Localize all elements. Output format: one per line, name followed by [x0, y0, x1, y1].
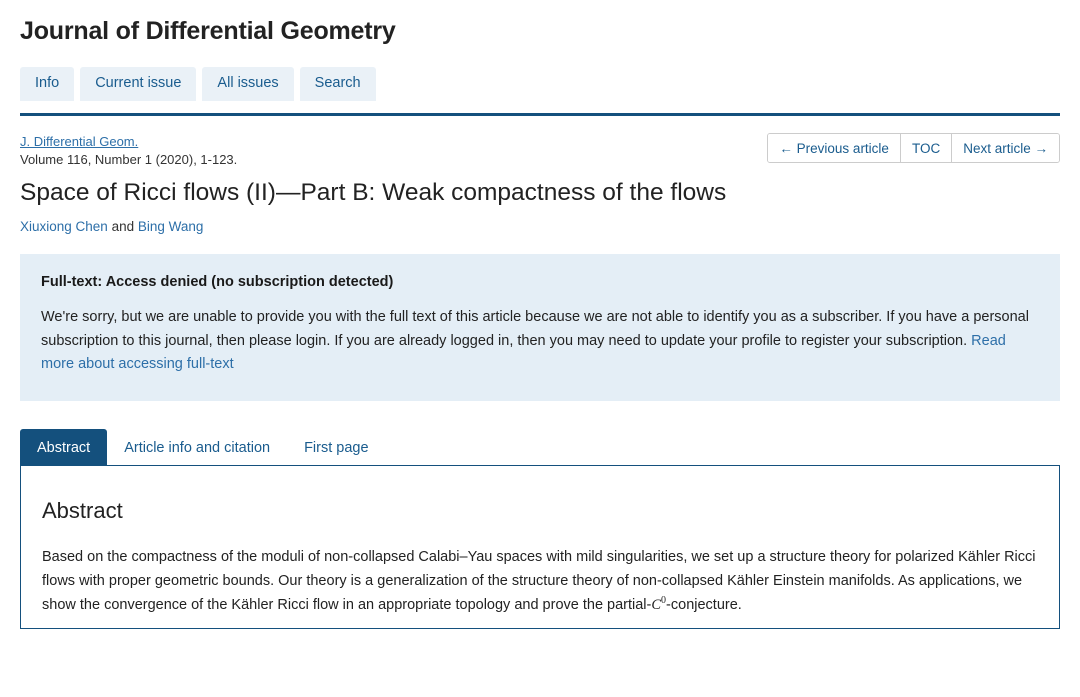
tab-first-page[interactable]: First page — [304, 439, 369, 456]
previous-article-button[interactable]: ← Previous article — [768, 134, 900, 162]
volume-line: Volume 116, Number 1 (2020), 1-123. — [20, 151, 238, 167]
access-denied-notice — [20, 254, 1060, 400]
next-article-button[interactable]: Next article → — [951, 134, 1059, 162]
nav-item-current-issue[interactable]: Current issue — [80, 67, 196, 101]
notice-heading: Full-text: Access denied (no subscription detected) — [41, 274, 394, 291]
content-tabs — [20, 428, 1060, 466]
toc-button[interactable]: TOC — [900, 134, 951, 162]
read-more-link[interactable]: Read more about accessing full-text — [41, 332, 1006, 373]
author-link-first[interactable]: Xiuxiong Chen — [20, 219, 108, 235]
abstract-panel — [20, 466, 1060, 628]
article-navigation — [767, 133, 1060, 163]
article-title: Space of Ricci flows (II)—Part B: Weak compactness of the flows — [20, 179, 727, 207]
author-list — [20, 219, 1060, 234]
citation-header — [20, 133, 1060, 168]
page-container — [0, 17, 1080, 629]
notice-body-text: We're sorry, but we are unable to provide you with the full text of this article because we are not able to identify you as a subscriber. If you have a personal subscription to this journal, then please login. If you are already logged in, then you may need to update your profile to register your subscription. — [41, 309, 1029, 349]
abstract-heading: Abstract — [42, 498, 123, 524]
abstract-text-part1: Based on the compactness of the moduli of non-collapsed Calabi–Yau spaces with mild singularities, we set up a structure theory for polarized Kähler Ricci flows with proper geometric bounds. Our theory is a generalization of the structure theory of non-collapsed Kähler Einstein manifolds. As applications, we show the convergence of the Kähler Ricci flow in an appropriate topology and prove the partial- — [42, 549, 1036, 614]
tab-article-info-and-citation[interactable]: Article info and citation — [124, 439, 271, 456]
citation-block — [20, 133, 237, 168]
author-conjunction: and — [107, 219, 138, 235]
abstract-text — [42, 546, 1038, 617]
notice-body — [41, 306, 1039, 376]
abstract-text-part2: -conjecture. — [666, 597, 742, 614]
math-exponent-zero: 0 — [661, 595, 667, 607]
tab-abstract[interactable]: Abstract — [20, 429, 107, 466]
nav-item-search[interactable]: Search — [300, 67, 376, 101]
nav-item-info[interactable]: Info — [20, 67, 74, 101]
nav-item-all-issues[interactable]: All issues — [202, 67, 293, 101]
math-symbol-c: C — [651, 597, 662, 614]
author-link-second[interactable]: Bing Wang — [137, 219, 204, 235]
journal-abbrev-link[interactable]: J. Differential Geom. — [20, 134, 139, 150]
page-title: Journal of Differential Geometry — [20, 17, 396, 45]
primary-navigation — [20, 67, 1060, 116]
